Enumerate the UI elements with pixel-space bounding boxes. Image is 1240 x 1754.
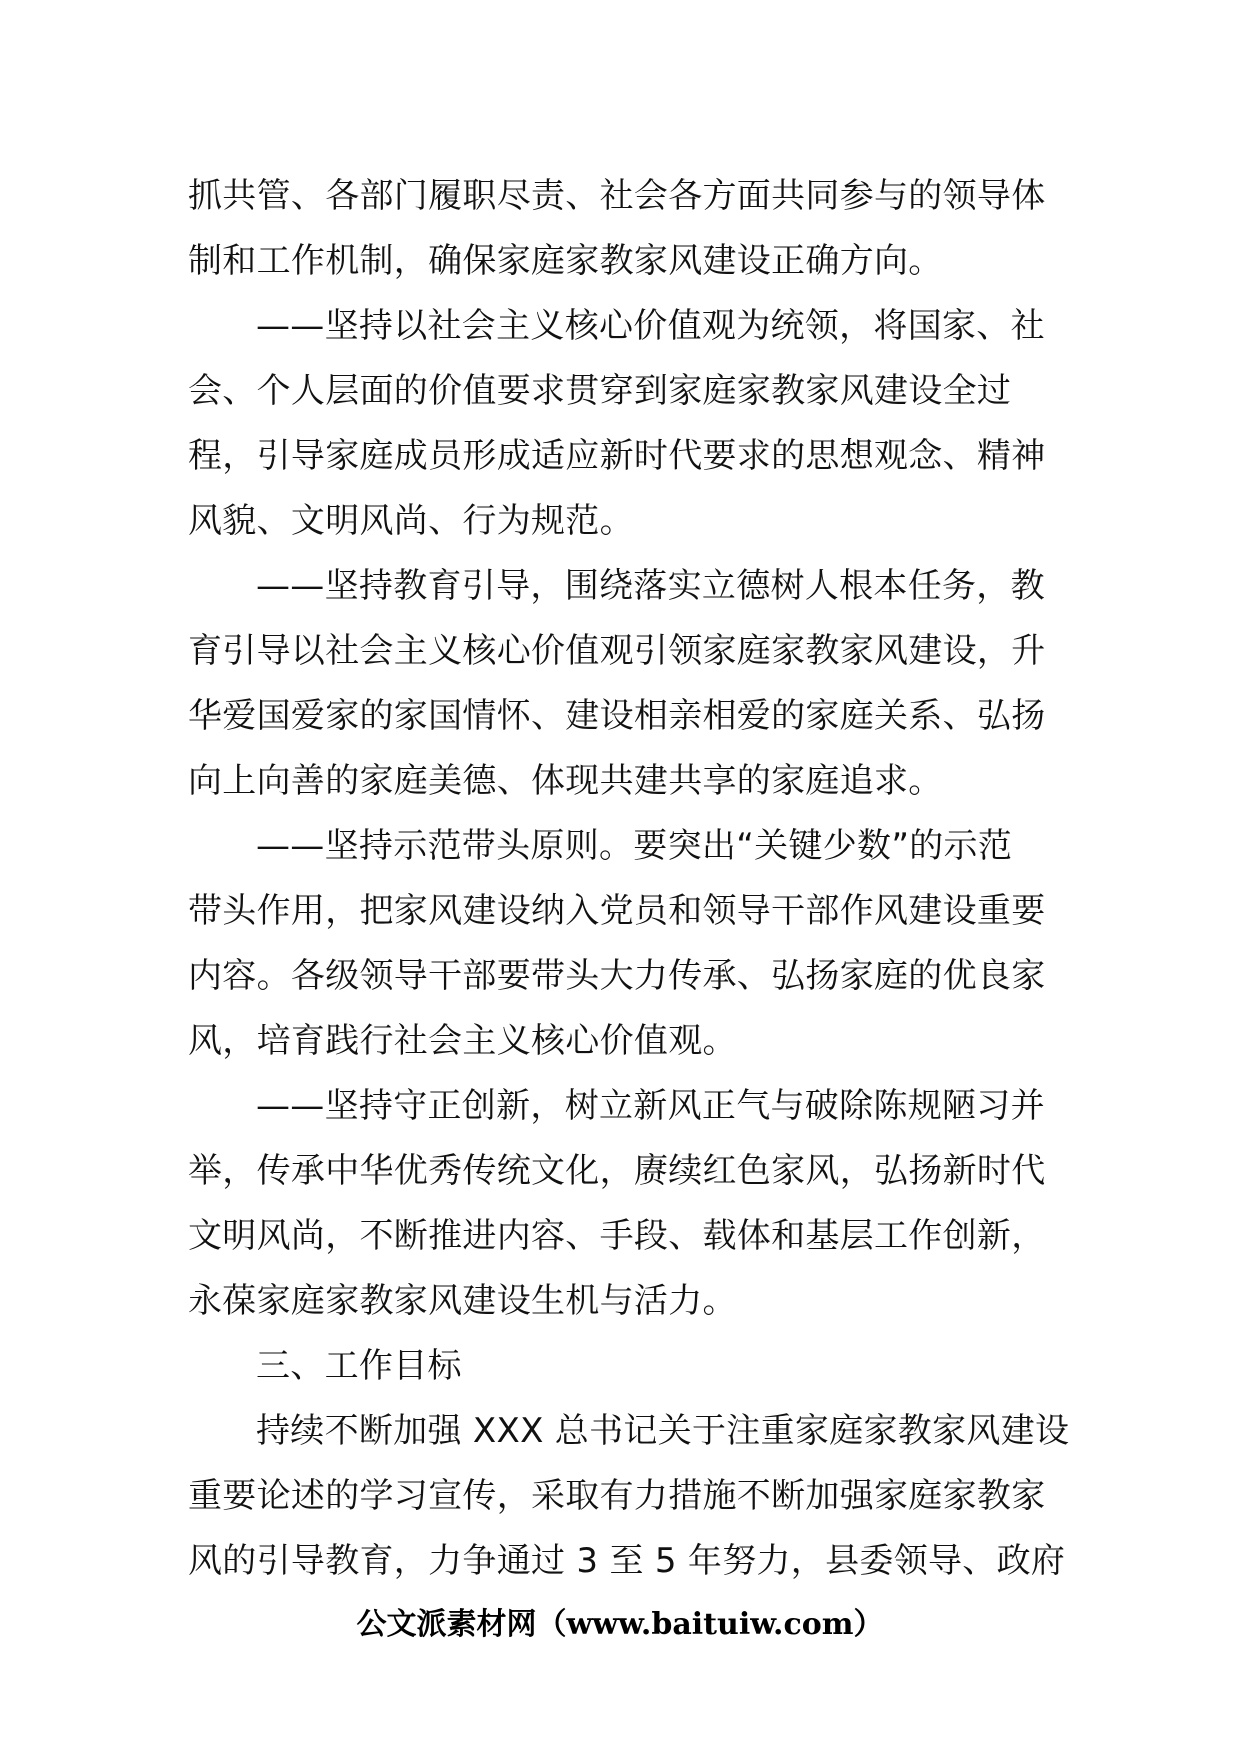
- text-line: 风的引导教育，力争通过 3 至 5 年努力，县委领导、政府: [188, 1541, 1066, 1581]
- text-line: 举，传承中华优秀传统文化，赓续红色家风，弘扬新时代: [188, 1151, 1046, 1191]
- text-line: 内容。各级领导干部要带头大力传承、弘扬家庭的优良家: [188, 956, 1046, 996]
- text-line: 制和工作机制，确保家庭家教家风建设正确方向。: [188, 241, 943, 281]
- text-line: 带头作用，把家风建设纳入党员和领导干部作风建设重要: [188, 891, 1046, 931]
- text-line: ——坚持以社会主义核心价值观为统领，将国家、社: [256, 306, 1045, 346]
- document-body: [188, 164, 1070, 1594]
- text-line: 重要论述的学习宣传，采取有力措施不断加强家庭家教家: [188, 1476, 1046, 1516]
- text-line: 永葆家庭家教家风建设生机与活力。: [188, 1281, 737, 1321]
- text-line: 持续不断加强 XXX 总书记关于注重家庭家教家风建设: [256, 1411, 1070, 1451]
- text-line: 抓共管、各部门履职尽责、社会各方面共同参与的领导体: [188, 176, 1046, 216]
- text-line: ——坚持教育引导，围绕落实立德树人根本任务，教: [256, 566, 1045, 606]
- text-line: ——坚持守正创新，树立新风正气与破除陈规陋习并: [256, 1086, 1045, 1126]
- text-line: 程，引导家庭成员形成适应新时代要求的思想观念、精神: [188, 436, 1046, 476]
- section-heading: 三、工作目标: [256, 1346, 462, 1386]
- text-line: 育引导以社会主义核心价值观引领家庭家教家风建设，升: [188, 631, 1046, 671]
- text-line: ——坚持示范带头原则。要突出“关键少数”的示范: [256, 826, 1013, 866]
- text-line: 华爱国爱家的家国情怀、建设相亲相爱的家庭关系、弘扬: [188, 696, 1046, 736]
- text-line: 风，培育践行社会主义核心价值观。: [188, 1021, 737, 1061]
- text-line: 向上向善的家庭美德、体现共建共享的家庭追求。: [188, 761, 943, 801]
- source-footer: 公文派素材网（www.baituiw.com）: [356, 1607, 884, 1642]
- text-line: 会、个人层面的价值要求贯穿到家庭家教家风建设全过: [188, 371, 1012, 411]
- text-line: 风貌、文明风尚、行为规范。: [188, 501, 634, 541]
- text-line: 文明风尚，不断推进内容、手段、载体和基层工作创新，: [188, 1216, 1046, 1256]
